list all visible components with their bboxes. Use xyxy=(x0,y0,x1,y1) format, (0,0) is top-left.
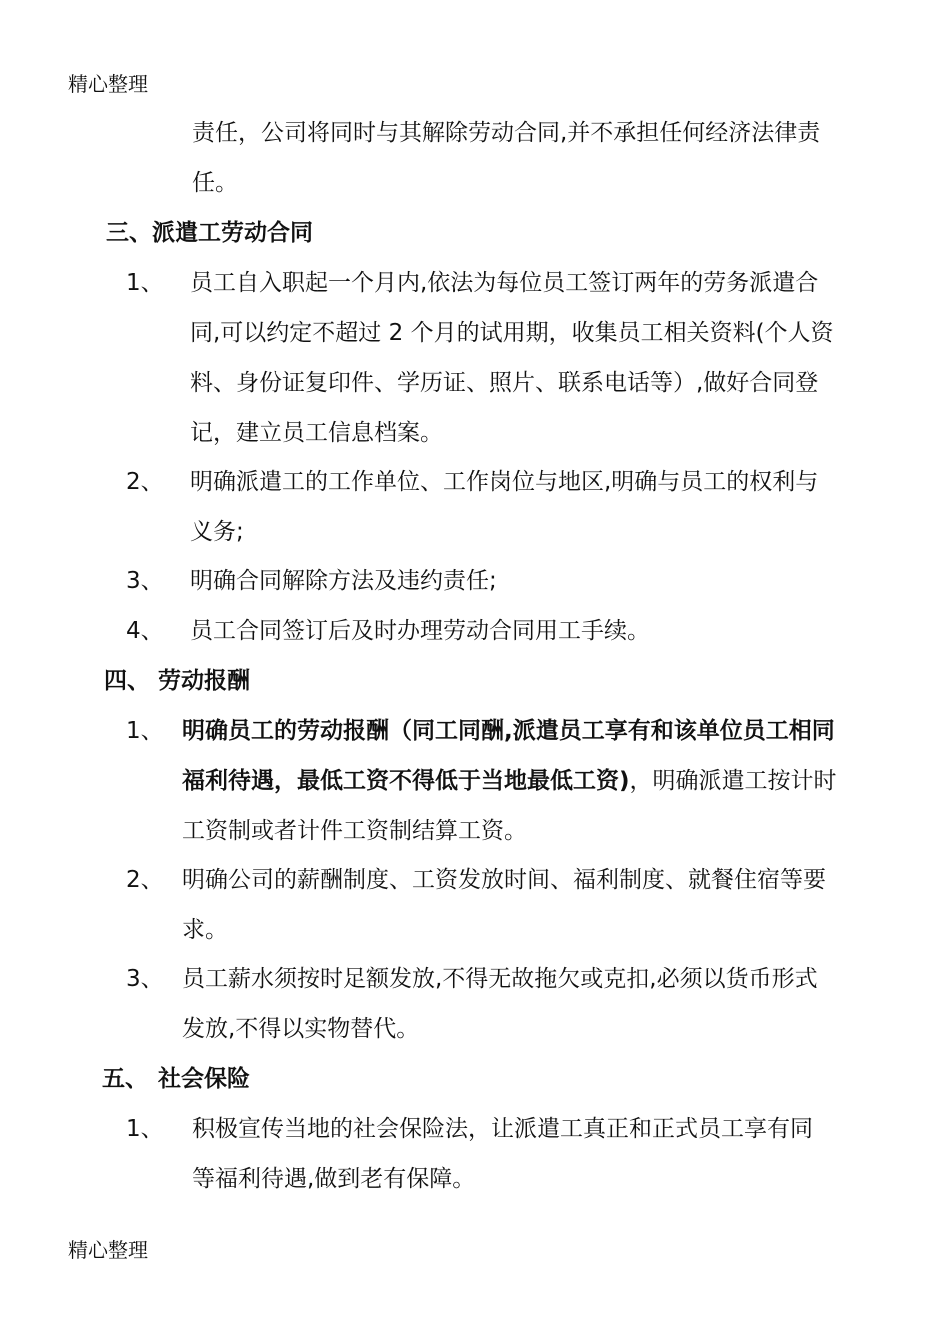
s4-item-1-line-2-rest: ，明确派遣工按计时 xyxy=(629,768,837,794)
section-4-title: 劳动报酬 xyxy=(158,668,250,694)
s4-item-1-line-1: 明确员工的劳动报酬（同工同酬,派遣员工享有和该单位员工相同 xyxy=(182,718,835,744)
section-5-number: 五、 xyxy=(102,1066,148,1092)
s4-item-1-line-2-bold: 福利待遇，最低工资不得低于当地最低工资) xyxy=(182,768,630,794)
s5-item-1-line-2: 等福利待遇,做到老有保障。 xyxy=(192,1166,476,1192)
s4-item-3-line-2: 发放,不得以实物替代。 xyxy=(182,1016,420,1042)
s3-item-4-line-1: 员工合同签订后及时办理劳动合同用工手续。 xyxy=(190,618,650,644)
intro-line-2: 任。 xyxy=(192,170,238,196)
s4-item-3-number: 3、 xyxy=(126,966,164,992)
section-3-title: 三、派遣工劳动合同 xyxy=(106,220,313,246)
section-4-number: 四、 xyxy=(104,668,150,694)
s3-item-3-number: 3、 xyxy=(126,568,164,594)
s3-item-2-line-1: 明确派遣工的工作单位、工作岗位与地区,明确与员工的权利与 xyxy=(190,469,819,495)
s3-item-2-number: 2、 xyxy=(126,469,164,495)
s3-item-4-number: 4、 xyxy=(126,618,164,644)
page-footer: 精心整理 xyxy=(68,1238,148,1262)
s3-item-3-line-1: 明确合同解除方法及违约责任; xyxy=(190,568,497,594)
s3-item-2-line-2: 义务; xyxy=(190,519,244,545)
s4-item-1-number: 1、 xyxy=(126,718,164,744)
s5-item-1-line-1: 积极宣传当地的社会保险法，让派遣工真正和正式员工享有同 xyxy=(192,1116,813,1142)
s3-item-1-line-3: 料、身份证复印件、学历证、照片、联系电话等）,做好合同登 xyxy=(190,370,819,396)
s4-item-2-line-1: 明确公司的薪酬制度、工资发放时间、福利制度、就餐住宿等要 xyxy=(182,867,826,893)
s3-item-1-number: 1、 xyxy=(126,270,164,296)
page-header: 精心整理 xyxy=(68,72,148,96)
s4-item-1-line-2 xyxy=(182,766,837,796)
s4-item-1-line-3: 工资制或者计件工资制结算工资。 xyxy=(182,818,527,844)
s3-item-1-line-2: 同,可以约定不超过 2 个月的试用期，收集员工相关资料(个人资 xyxy=(190,320,834,346)
s3-item-1-line-1: 员工自入职起一个月内,依法为每位员工签订两年的劳务派遣合 xyxy=(190,270,819,296)
s4-item-2-number: 2、 xyxy=(126,867,164,893)
s4-item-2-line-2: 求。 xyxy=(182,917,228,943)
s4-item-3-line-1: 员工薪水须按时足额发放,不得无故拖欠或克扣,必须以货币形式 xyxy=(182,966,818,992)
s3-item-1-line-4: 记，建立员工信息档案。 xyxy=(190,420,443,446)
intro-line-1: 责任，公司将同时与其解除劳动合同,并不承担任何经济法律责 xyxy=(192,120,821,146)
s5-item-1-number: 1、 xyxy=(126,1116,164,1142)
section-5-title: 社会保险 xyxy=(158,1066,250,1092)
